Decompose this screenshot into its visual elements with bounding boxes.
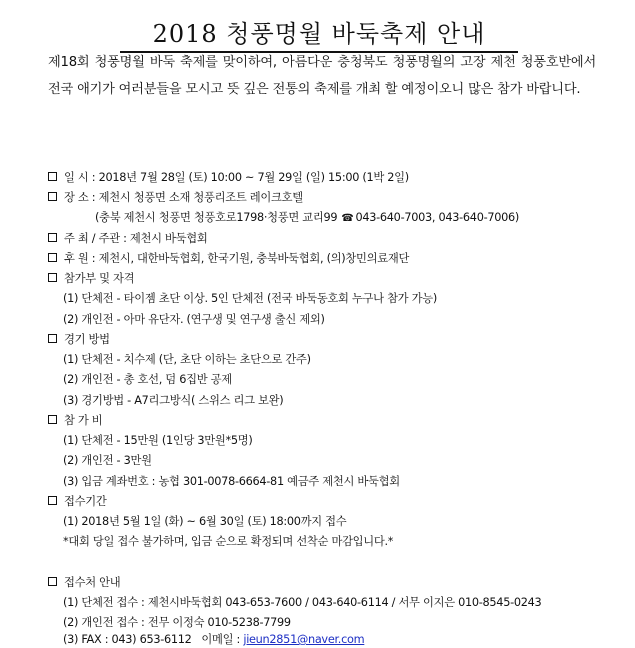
fee-account: (3) 입금 계좌번호 : 농협 301-0078-6664-81 예금주 제천시 바둑협회 xyxy=(63,475,400,488)
period-dates: (1) 2018년 5월 1일 (화) ~ 6월 30일 (토) 18:00까지 접수 xyxy=(63,515,347,528)
bullet-square-icon xyxy=(48,233,57,242)
method-team: (1) 단체전 - 치수제 (단, 초단 이하는 초단으로 간주) xyxy=(63,353,311,366)
bullet-square-icon xyxy=(48,415,57,424)
venue-address: (충북 제천시 청풍면 청풍호로1798·청풍면 교리99 ☎ 043-640-7003, 043-640-7006) xyxy=(95,211,520,224)
email-link[interactable]: jieun2851@naver.com xyxy=(243,633,365,646)
fee-individual: (2) 개인전 - 3만원 xyxy=(63,454,152,467)
host-item: 주 최 / 주관 : 제천시 바둑협회 xyxy=(48,231,208,247)
contact-heading: 접수처 안내 xyxy=(48,575,120,591)
bullet-square-icon xyxy=(48,577,57,586)
method-format: (3) 경기방법 - A7리그방식( 스위스 리그 보완) xyxy=(63,394,284,407)
method-heading: 경기 방법 xyxy=(48,332,110,348)
bullet-square-icon xyxy=(48,172,57,181)
bullet-square-icon xyxy=(48,253,57,262)
page-title: 2018 청풍명월 바둑축제 안내 xyxy=(120,14,518,53)
contact-fax-email: (3) FAX : 043) 653-6112 이메일 : jieun2851@naver.com xyxy=(63,633,365,646)
bullet-square-icon xyxy=(48,192,57,201)
venue-item: 장 소 : 제천시 청풍면 소재 청풍리조트 레이크호텔 xyxy=(48,190,303,206)
bullet-square-icon xyxy=(48,496,57,505)
date-item: 일 시 : 2018년 7월 28일 (토) 10:00 ~ 7월 29일 (일) 15:00 (1박 2일) xyxy=(48,170,409,186)
fee-heading: 참 가 비 xyxy=(48,413,102,429)
participation-team: (1) 단체전 - 타이젬 초단 이상. 5인 단체전 (전국 바둑동호회 누구나 참가 가능) xyxy=(63,292,437,305)
participation-heading: 참가부 및 자격 xyxy=(48,271,134,287)
bullet-square-icon xyxy=(48,273,57,282)
participation-individual: (2) 개인전 - 아마 유단자. (연구생 및 연구생 출신 제외) xyxy=(63,313,325,326)
contact-individual: (2) 개인전 접수 : 전무 이정숙 010-5238-7799 xyxy=(63,616,291,629)
period-note: *대회 당일 접수 불가하며, 입금 순으로 확정되며 선착순 마감입니다.* xyxy=(63,535,394,548)
intro-text: 제18회 청풍명월 바둑 축제를 맞이하여, 아름다운 충청북도 청풍명월의 고장 제천 청풍호반에서 전국 애기가 여러분들을 모시고 뜻 깊은 전통의 축제를 개최 할 예정이오니 많은 참가 바랍니다. xyxy=(48,55,596,97)
telephone-icon: ☎ xyxy=(341,213,354,224)
method-individual: (2) 개인전 - 총 호선, 덤 6집반 공제 xyxy=(63,373,232,386)
period-heading: 접수기간 xyxy=(48,494,106,510)
contact-team: (1) 단체전 접수 : 제천시바둑협회 043-653-7600 / 043-640-6114 / 서무 이지은 010-8545-0243 xyxy=(63,596,542,609)
fee-team: (1) 단체전 - 15만원 (1인당 3만원*5명) xyxy=(63,434,253,447)
bullet-square-icon xyxy=(48,334,57,343)
sponsor-item: 후 원 : 제천시, 대한바둑협회, 한국기원, 충북바둑협회, (의)창민의료재단 xyxy=(48,251,409,267)
intro-paragraph xyxy=(48,49,596,103)
